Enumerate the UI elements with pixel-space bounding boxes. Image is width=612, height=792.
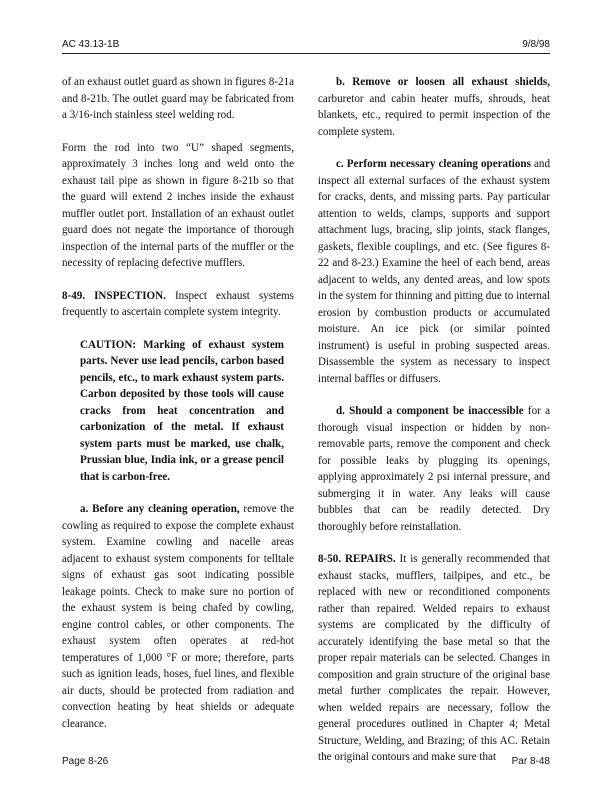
inspection-text: Inspect exhaust systems frequently to ascertain complete system integrity. xyxy=(62,289,294,318)
paragraph-guard-continued: of an exhaust outlet guard as shown in figures 8-21a and 8-21b. The outlet guard may be fabricated from a 3/16-inch stainless steel welding rod. xyxy=(62,76,294,121)
paragraph-c-text: and inspect all external surfaces of the exhaust system for cracks, dents, and missing parts. Pay particular attention to welds, clamps, supports and support attachment lugs, bracing, slip joints, stack flanges, gaskets, flexible couplings, and etc. (See figures 8-22 and 8-23.) Examine the heel of each bend, areas adjacent to welds, any dented areas, and low spots in the system for thinning and pitting due to internal erosion by combustion products or accumulated moisture. An ice pick (or similar pointed instrument) is useful in probing suspected areas. Disassemble the system as necessary to inspect internal baffles or diffusers. xyxy=(318,158,550,385)
paragraph-guard-fabrication: Form the rod into two “U” shaped segments, approximately 3 inches long and weld onto the exhaust tail pipe as shown in figure 8-21b so that the guard will extend 2 inches inside the exhaust muffler outlet port. Installation of an exhaust outlet guard does not negate the importance of thorough inspection of the internal parts of the muffler or the necessity of replacing defective mufflers. xyxy=(62,141,294,269)
section-heading-repairs: 8-50. REPAIRS. xyxy=(318,553,396,565)
paragraph-b xyxy=(318,74,550,140)
section-heading-inspection: 8-49. INSPECTION. xyxy=(62,289,166,302)
right-column xyxy=(318,74,550,782)
paragraph-d-text: for a thorough visual inspection or hidden by non-removable parts, remove the component and check for possible leaks by plugging its openings, applying approximately 2 psi internal pressure, and submerging it in water. Any leaks will cause bubbles that can be readily detected. Dry thoroughly before reinstallation. xyxy=(318,405,550,533)
header-doc-id: AC 43.13-1B xyxy=(62,39,120,50)
paragraph-inspection xyxy=(62,288,294,321)
header-rule xyxy=(62,53,550,54)
paragraph-c-heading: c. Perform necessary cleaning operations xyxy=(336,158,531,170)
header-date: 9/8/98 xyxy=(522,39,550,50)
paragraph-d-heading: d. Should a component be inaccessible xyxy=(336,405,524,417)
repairs-text: It is generally recommended that exhaust stacks, mufflers, tailpipes, and etc., be replaced with new or reconditioned components rather than repaired. Welded repairs to exhaust systems are complicated by the difficulty of accurately identifying the base metal so that the proper repair materials can be selected. Changes in composition and grain structure of the original base metal further complicates the repair. However, when welded repairs are necessary, follow the general procedures outlined in Chapter 4; Metal Structure, Welding, and Brazing; of this AC. Retain the original contours and make sure that xyxy=(318,553,551,763)
paragraph-d xyxy=(318,403,550,535)
caution-note: CAUTION: Marking of exhaust system parts. Never use lead pencils, carbon based pencils, etc., to mark exhaust system parts. Carbon deposited by those tools will cause cracks from heat concentration and carbonization of the metal. If exhaust system parts must be marked, use chalk, Prussian blue, India ink, or a grease pencil that is carbon-free. xyxy=(80,338,284,483)
paragraph-a xyxy=(62,501,294,732)
paragraph-repairs xyxy=(318,551,550,766)
paragraph-c xyxy=(318,156,550,387)
paragraph-b-heading: b. Remove or loosen all exhaust shields, xyxy=(336,76,550,88)
left-column xyxy=(62,74,294,748)
paragraph-a-text: remove the cowling as required to expose the complete exhaust system. Examine cowling and nacelle areas adjacent to exhaust system components for telltale signs of exhaust gas soot indicating possible leakage points. Check to make sure no portion of the exhaust system is being chafed by cowling, engine control cables, or other components. The exhaust system often operates at red-hot temperatures of 1,000 °F or more; therefore, parts such as ignition leads, hoses, fuel lines, and flexible air ducts, should be protected from radiation and convection heating by heat shields or adequate clearance. xyxy=(62,503,294,730)
paragraph-a-heading: a. Before any cleaning operation, xyxy=(80,503,240,515)
paragraph-b-text: carburetor and cabin heater muffs, shrouds, heat blankets, etc., required to permit inspection of the complete system. xyxy=(318,92,550,138)
footer-paragraph-ref: Par 8-48 xyxy=(511,756,550,767)
footer-page-number: Page 8-26 xyxy=(62,756,109,767)
